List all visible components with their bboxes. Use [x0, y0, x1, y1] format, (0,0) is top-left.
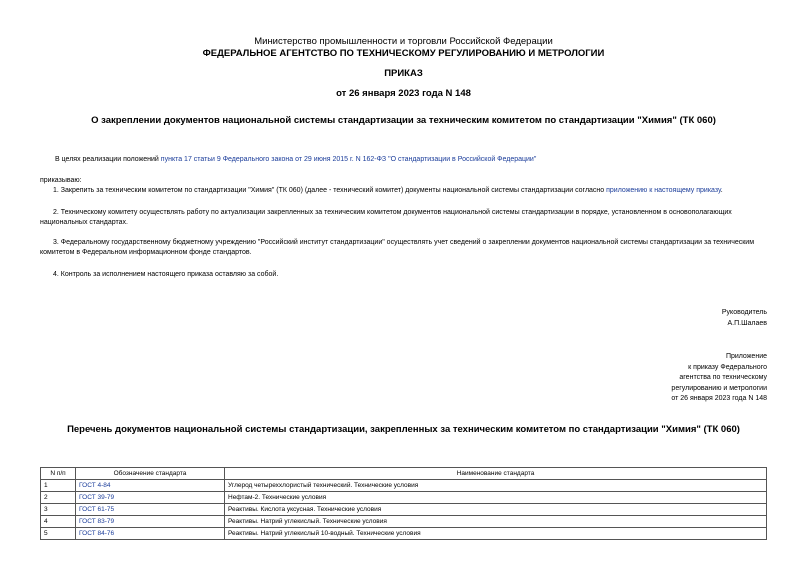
signature-position: Руководитель: [721, 309, 767, 316]
federal-law-link[interactable]: пункта 17 статьи 9 Федерального закона от 29 июня 2015 г. N 162-ФЗ "О стандартизации в Российской Федерации": [160, 156, 537, 163]
row-number: 4: [41, 516, 76, 528]
doc-title: О закреплении документов национальной системы стандартизации за техническим комитетом по стандартизации "Химия" (ТК 060): [91, 115, 716, 126]
item-2: 2. Техническому комитету осуществлять работу по актуализации закрепленных за техническим комитетом документов национальной системы стандартизации в порядке, установленном в основополагающих национальных стандартах.: [40, 209, 732, 226]
doc-type: ПРИКАЗ: [384, 68, 423, 79]
item-4: 4. Контроль за исполнением настоящего приказа оставляю за собой.: [53, 271, 279, 278]
table-row: [41, 480, 767, 492]
row-name: Реактивы. Натрий углекислый. Технические условия: [225, 516, 767, 528]
row-name: Углерод четыреххлористый технический. Технические условия: [225, 480, 767, 492]
table-row: [41, 504, 767, 516]
table-row: [41, 528, 767, 540]
preamble: [55, 155, 775, 165]
row-code-link[interactable]: ГОСТ 39-79: [76, 492, 225, 504]
appendix-note-line5: от 26 января 2023 года N 148: [671, 395, 767, 402]
row-number: 3: [41, 504, 76, 516]
row-number: 2: [41, 492, 76, 504]
item-3: 3. Федеральному государственному бюджетному учреждению "Российский институт стандартизации" осуществлять учет сведений о закреплении документов национальной системы стандартизации за техническим комитетом в Федеральном информационном фонде стандартов.: [40, 239, 755, 256]
row-code-link[interactable]: ГОСТ 61-75: [76, 504, 225, 516]
row-name: Реактивы. Кислота уксусная. Технические условия: [225, 504, 767, 516]
table-row: [41, 492, 767, 504]
signature-name: А.П.Шалаев: [727, 319, 767, 327]
row-code-link[interactable]: ГОСТ 83-79: [76, 516, 225, 528]
row-number: 1: [41, 480, 76, 492]
appendix-note-line2: к приказу Федерального: [688, 363, 767, 371]
list-title: Перечень документов национальной системы стандартизации, закрепленных за техническим комитетом по стандартизации "Химия" (ТК 060): [67, 424, 740, 435]
order-word: приказываю:: [40, 177, 82, 184]
preamble-prefix: В целях реализации положений: [55, 156, 161, 163]
item-1-text: 1. Закрепить за техническим комитетом по стандартизации "Химия" (ТК 060) (далее - технический комитет) документы национальной системы стандартизации согласно: [53, 187, 607, 194]
item-1-end: .: [720, 187, 723, 194]
row-code-link[interactable]: ГОСТ 84-76: [76, 528, 225, 540]
appendix-note-line4: регулированию и метрологии: [671, 384, 767, 392]
header-name: Наименование стандарта: [225, 468, 767, 480]
appendix-note-line3: агентства по техническому: [679, 374, 767, 381]
standards-table: [40, 467, 767, 540]
appendix-note: [671, 352, 767, 405]
signature-block: [722, 308, 767, 329]
row-name: Реактивы. Натрий углекислый 10-водный. Технические условия: [225, 528, 767, 540]
row-number: 5: [41, 528, 76, 540]
table-row: [41, 516, 767, 528]
row-code-link[interactable]: ГОСТ 4-84: [76, 480, 225, 492]
agency-name: ФЕДЕРАЛЬНОЕ АГЕНТСТВО ПО ТЕХНИЧЕСКОМУ РЕГУЛИРОВАНИЮ И МЕТРОЛОГИИ: [202, 48, 605, 59]
ministry-name: Министерство промышленности и торговли Российской Федерации: [254, 36, 553, 47]
doc-date: от 26 января 2023 года N 148: [336, 88, 471, 99]
row-name: Нефтам-2. Технические условия: [225, 492, 767, 504]
appendix-link[interactable]: приложению к настоящему приказу: [606, 187, 721, 194]
header-code: Обозначение стандарта: [76, 468, 225, 480]
appendix-note-line1: Приложение: [725, 353, 767, 360]
header-number: N п/п: [41, 468, 76, 480]
table-header-row: [41, 468, 767, 480]
item-1: [53, 186, 773, 196]
